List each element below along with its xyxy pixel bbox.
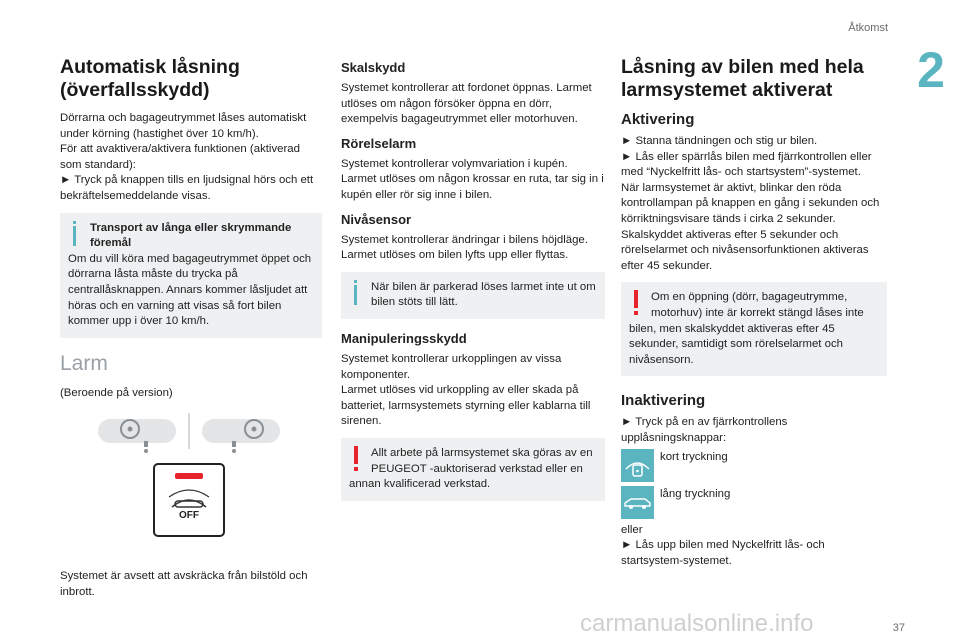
warning-icon: [629, 290, 643, 316]
warning-note-workshop-text: Allt arbete på larmsystemet ska göras av en PEUGEOT -auktoriserad verkstad eller en annan kvalificerad verkstad.: [349, 446, 593, 491]
heading-activation: Aktivering: [621, 111, 695, 128]
car-interior-icons: [60, 409, 322, 559]
column-middle: [341, 60, 605, 513]
column-right: [621, 56, 887, 577]
heading-perimeter: Skalskydd: [341, 60, 406, 75]
heading-automatic-locking: Automatisk låsning (överfallsskydd): [60, 56, 240, 101]
volumetric-text: Systemet kontrollerar volymvariation i kupén. Larmet utlöses om någon krossar en ruta, tar sig in i kupén eller rör sig inne i bilen.: [341, 157, 604, 201]
key-short-press-row: [621, 449, 887, 482]
heading-locking-full-alarm: Låsning av bilen med hela larmsystemet aktiverat: [621, 56, 864, 101]
off-button-label: OFF: [179, 510, 199, 522]
deactivation-tail-text: eller ► Lås upp bilen med Nyckelfritt lås- och startsystem-systemet.: [621, 523, 825, 567]
key-long-press-row: [621, 486, 887, 519]
heading-alarm: Larm: [60, 351, 108, 375]
heading-tilt-sensor: Nivåsensor: [341, 211, 412, 227]
deactivation-text: ► Tryck på en av fjärrkontrollens upplåsningsknappar:: [621, 416, 788, 444]
interior-right-icon: [202, 419, 280, 453]
tilt-sensor-text: Systemet kontrollerar ändringar i bilens höjdläge. Larmet utlöses om bilen lyfts upp eller flyttas.: [341, 233, 588, 262]
warning-icon: [349, 446, 363, 472]
heading-volumetric: Rörelselarm: [341, 135, 417, 151]
alarm-purpose-text: Systemet är avsett att avskräcka från bilstöld och inbrott.: [60, 570, 308, 598]
info-icon: [349, 280, 363, 306]
perimeter-text: Systemet kontrollerar att fordonet öppnas. Larmet utlöses om någon försöker öppna en dörr, exempelvis bagageutrymmet eller motorhuven.: [341, 82, 592, 126]
heading-deactivation: Inaktivering: [621, 392, 706, 410]
info-icon: [68, 221, 82, 247]
page-number: 37: [892, 622, 905, 634]
tamper-text: Systemet kontrollerar urkopplingen av vissa komponenter. Larmet utlöses vid urkoppling av eller skada på batteriet, larmsystemets styrning eller kablarna till sirenen.: [341, 352, 591, 428]
warning-note-opening: [621, 282, 887, 376]
chapter-number: 2: [902, 40, 960, 100]
activation-text: ► Stanna tändningen och stig ur bilen. ► Lås eller spärrlås bilen med fjärrkontrollen eller med “Nyckelfritt lås- och startsystem”-systemet. När larmsystemet är aktivt, blinkar den röda kontrollampan på knappen en gång i sekunden och körriktningsvisare tänds i cirka 2 sekunder. Skalskyddet aktiveras efter 5 sekunder och rörelselarmet och nivåsensorfunktionen aktiveras efter 45 sekunder.: [621, 135, 880, 272]
paragraph-automatic-locking: Dörrarna och bagageutrymmet låses automatiskt under körning (hastighet över 10 km/h). För att avaktivera/aktivera funktionen (aktiverad som standard): ► Tryck på knappen tills en ljudsignal hörs och ett bekräftelsemeddelande visas.: [60, 112, 314, 202]
alarm-illustration: [60, 409, 322, 559]
car-unlock-icon: [621, 486, 654, 519]
interior-left-icon: [98, 419, 176, 453]
info-note-title: Transport av långa eller skrymmande föremål: [90, 221, 292, 250]
key-short-press-label: kort tryckning: [660, 450, 728, 463]
watermark: carmanualsonline.info: [580, 610, 814, 637]
section-title: Åtkomst: [848, 22, 888, 34]
info-note: [60, 213, 322, 338]
warning-note-workshop: [341, 438, 605, 501]
info-note-parked: [341, 272, 605, 319]
info-note-parked-text: När bilen är parkerad löses larmet inte ut om bilen stöts till lätt.: [371, 280, 596, 309]
info-note-text: Om du vill köra med bagageutrymmet öppet och dörrarna låsta måste du trycka på centrallåsknappen. Annars kommer låsljudet att höras och en varning att visas så fort bilen kommer upp i över 10 km/h.: [68, 252, 312, 328]
heading-tamper: Manipuleringsskydd: [341, 330, 467, 346]
key-long-press-label: lång tryckning: [660, 487, 731, 500]
warning-note-opening-text: Om en öppning (dörr, bagageutrymme, motorhuv) inte är korrekt stängd låses inte bilen, men skalskyddet aktiveras efter 45 sekunder, samtidigt som rörelselarmet och nivåsensorn.: [629, 291, 864, 366]
column-left: [60, 56, 322, 609]
unlock-key-icon: [621, 449, 654, 482]
alarm-version-note: (Beroende på version): [60, 386, 173, 399]
alarm-off-button-illustration: [154, 464, 224, 536]
